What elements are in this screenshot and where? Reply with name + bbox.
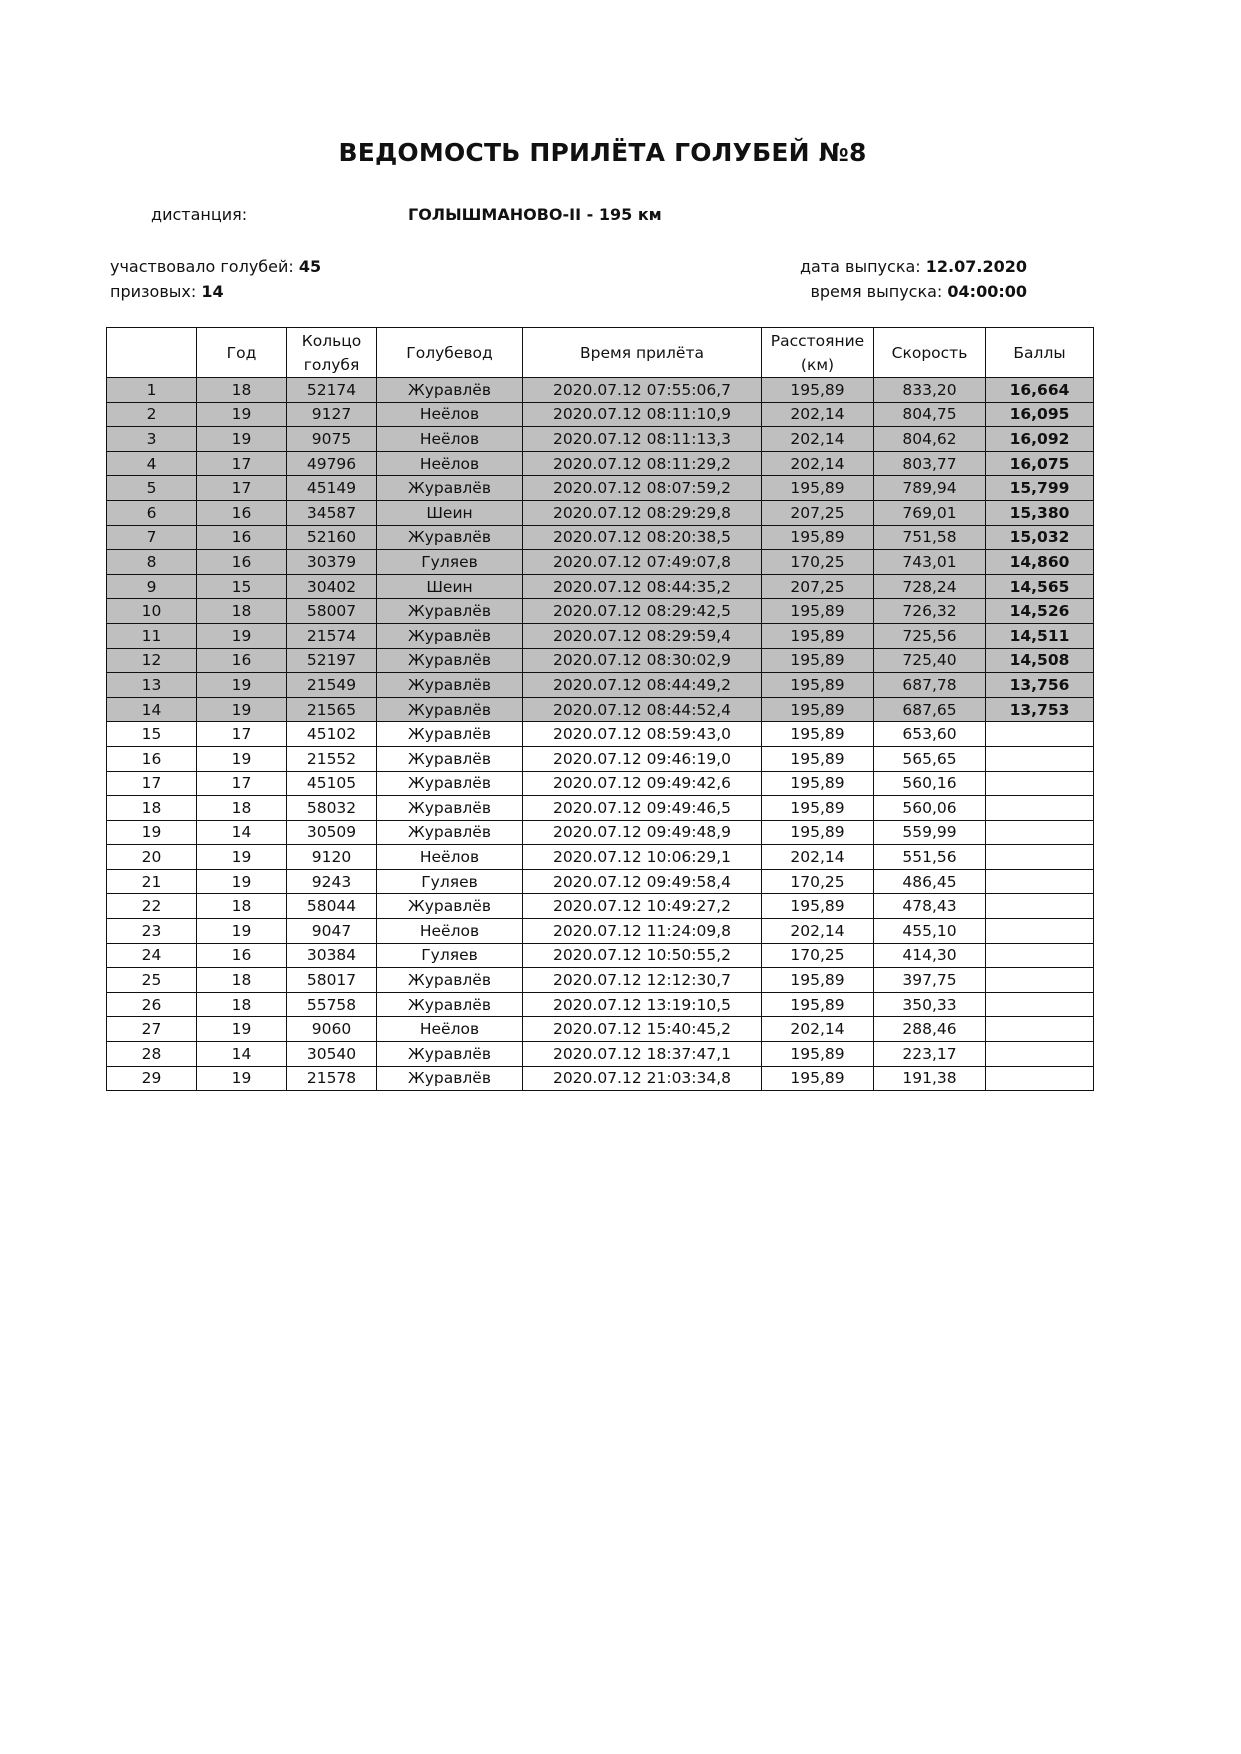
cell-arrival-time: 2020.07.12 07:55:06,7 xyxy=(523,378,762,403)
table-row xyxy=(107,796,1094,821)
cell-speed: 687,65 xyxy=(874,697,986,722)
cell-year: 19 xyxy=(197,427,287,452)
cell-points xyxy=(986,943,1094,968)
cell-distance: 202,14 xyxy=(762,919,874,944)
cell-arrival-time: 2020.07.12 08:30:02,9 xyxy=(523,648,762,673)
cell-points: 16,092 xyxy=(986,427,1094,452)
cell-number: 26 xyxy=(107,992,197,1017)
table-row xyxy=(107,968,1094,993)
cell-arrival-time: 2020.07.12 10:50:55,2 xyxy=(523,943,762,968)
table-row xyxy=(107,943,1094,968)
cell-number: 7 xyxy=(107,525,197,550)
cell-speed: 560,16 xyxy=(874,771,986,796)
cell-distance: 202,14 xyxy=(762,1017,874,1042)
cell-ring: 30379 xyxy=(287,550,377,575)
cell-distance: 195,89 xyxy=(762,648,874,673)
results-body xyxy=(107,378,1094,1091)
cell-number: 6 xyxy=(107,500,197,525)
cell-year: 17 xyxy=(197,722,287,747)
cell-points: 14,508 xyxy=(986,648,1094,673)
cell-year: 18 xyxy=(197,968,287,993)
cell-number: 11 xyxy=(107,623,197,648)
cell-arrival-time: 2020.07.12 08:29:29,8 xyxy=(523,500,762,525)
cell-speed: 743,01 xyxy=(874,550,986,575)
cell-ring: 58017 xyxy=(287,968,377,993)
cell-ring: 52174 xyxy=(287,378,377,403)
cell-breeder: Журавлёв xyxy=(377,746,523,771)
cell-breeder: Журавлёв xyxy=(377,894,523,919)
cell-breeder: Журавлёв xyxy=(377,697,523,722)
release-time xyxy=(810,282,1027,301)
participated-count xyxy=(110,257,321,276)
cell-ring: 52197 xyxy=(287,648,377,673)
cell-breeder: Журавлёв xyxy=(377,476,523,501)
cell-number: 2 xyxy=(107,402,197,427)
cell-speed: 725,40 xyxy=(874,648,986,673)
cell-year: 15 xyxy=(197,574,287,599)
cell-ring: 30402 xyxy=(287,574,377,599)
cell-year: 16 xyxy=(197,648,287,673)
table-row xyxy=(107,1042,1094,1067)
cell-points: 16,095 xyxy=(986,402,1094,427)
cell-ring: 52160 xyxy=(287,525,377,550)
cell-arrival-time: 2020.07.12 08:07:59,2 xyxy=(523,476,762,501)
cell-number: 22 xyxy=(107,894,197,919)
cell-breeder: Журавлёв xyxy=(377,673,523,698)
cell-ring: 30509 xyxy=(287,820,377,845)
cell-arrival-time: 2020.07.12 08:11:13,3 xyxy=(523,427,762,452)
cell-speed: 687,78 xyxy=(874,673,986,698)
cell-number: 9 xyxy=(107,574,197,599)
cell-breeder: Неёлов xyxy=(377,919,523,944)
cell-number: 17 xyxy=(107,771,197,796)
cell-year: 19 xyxy=(197,746,287,771)
table-row xyxy=(107,771,1094,796)
table-header-row xyxy=(107,328,1094,378)
cell-ring: 34587 xyxy=(287,500,377,525)
col-header-year: Год xyxy=(197,328,287,378)
table-row xyxy=(107,1066,1094,1091)
cell-arrival-time: 2020.07.12 08:29:42,5 xyxy=(523,599,762,624)
cell-points xyxy=(986,1066,1094,1091)
cell-distance: 195,89 xyxy=(762,599,874,624)
cell-breeder: Неёлов xyxy=(377,427,523,452)
cell-points xyxy=(986,771,1094,796)
cell-breeder: Неёлов xyxy=(377,1017,523,1042)
cell-speed: 414,30 xyxy=(874,943,986,968)
cell-year: 18 xyxy=(197,599,287,624)
cell-year: 19 xyxy=(197,869,287,894)
cell-distance: 195,89 xyxy=(762,771,874,796)
cell-number: 27 xyxy=(107,1017,197,1042)
page-title: ВЕДОМОСТЬ ПРИЛЁТА ГОЛУБЕЙ №8 xyxy=(338,138,867,167)
cell-distance: 195,89 xyxy=(762,1042,874,1067)
cell-speed: 455,10 xyxy=(874,919,986,944)
cell-arrival-time: 2020.07.12 08:44:49,2 xyxy=(523,673,762,698)
cell-year: 19 xyxy=(197,1017,287,1042)
cell-number: 13 xyxy=(107,673,197,698)
cell-breeder: Журавлёв xyxy=(377,525,523,550)
cell-speed: 726,32 xyxy=(874,599,986,624)
prize-label: призовых: xyxy=(110,282,197,301)
cell-distance: 195,89 xyxy=(762,796,874,821)
cell-ring: 21565 xyxy=(287,697,377,722)
cell-number: 29 xyxy=(107,1066,197,1091)
cell-ring: 58032 xyxy=(287,796,377,821)
cell-number: 12 xyxy=(107,648,197,673)
cell-speed: 223,17 xyxy=(874,1042,986,1067)
cell-distance: 195,89 xyxy=(762,820,874,845)
cell-distance: 170,25 xyxy=(762,943,874,968)
cell-breeder: Журавлёв xyxy=(377,771,523,796)
cell-distance: 195,89 xyxy=(762,623,874,648)
cell-breeder: Гуляев xyxy=(377,943,523,968)
distance-value: ГОЛЫШМАНОВО-II - 195 км xyxy=(408,205,662,224)
cell-arrival-time: 2020.07.12 10:06:29,1 xyxy=(523,845,762,870)
table-row xyxy=(107,623,1094,648)
cell-distance: 202,14 xyxy=(762,402,874,427)
cell-ring: 30384 xyxy=(287,943,377,968)
cell-speed: 559,99 xyxy=(874,820,986,845)
cell-distance: 195,89 xyxy=(762,746,874,771)
cell-number: 16 xyxy=(107,746,197,771)
cell-year: 17 xyxy=(197,771,287,796)
cell-ring: 9243 xyxy=(287,869,377,894)
cell-arrival-time: 2020.07.12 10:49:27,2 xyxy=(523,894,762,919)
cell-arrival-time: 2020.07.12 07:49:07,8 xyxy=(523,550,762,575)
table-row xyxy=(107,992,1094,1017)
cell-speed: 551,56 xyxy=(874,845,986,870)
cell-ring: 9127 xyxy=(287,402,377,427)
cell-points: 13,753 xyxy=(986,697,1094,722)
col-header-ring: Кольцо голубя xyxy=(287,328,377,378)
cell-ring: 21574 xyxy=(287,623,377,648)
cell-distance: 170,25 xyxy=(762,869,874,894)
cell-breeder: Неёлов xyxy=(377,402,523,427)
participated-value: 45 xyxy=(298,257,322,276)
cell-breeder: Журавлёв xyxy=(377,796,523,821)
cell-points xyxy=(986,894,1094,919)
cell-points xyxy=(986,919,1094,944)
cell-distance: 195,89 xyxy=(762,378,874,403)
cell-speed: 486,45 xyxy=(874,869,986,894)
cell-ring: 9075 xyxy=(287,427,377,452)
cell-distance: 207,25 xyxy=(762,574,874,599)
cell-points: 16,075 xyxy=(986,451,1094,476)
cell-year: 14 xyxy=(197,1042,287,1067)
cell-year: 18 xyxy=(197,378,287,403)
cell-speed: 804,62 xyxy=(874,427,986,452)
cell-breeder: Шеин xyxy=(377,500,523,525)
cell-breeder: Журавлёв xyxy=(377,992,523,1017)
cell-year: 19 xyxy=(197,402,287,427)
col-header-distance: Расстояние (км) xyxy=(762,328,874,378)
cell-points xyxy=(986,869,1094,894)
cell-speed: 397,75 xyxy=(874,968,986,993)
cell-speed: 565,65 xyxy=(874,746,986,771)
cell-arrival-time: 2020.07.12 11:24:09,8 xyxy=(523,919,762,944)
cell-arrival-time: 2020.07.12 09:49:58,4 xyxy=(523,869,762,894)
cell-breeder: Неёлов xyxy=(377,845,523,870)
cell-arrival-time: 2020.07.12 08:11:10,9 xyxy=(523,402,762,427)
cell-ring: 55758 xyxy=(287,992,377,1017)
cell-points: 14,860 xyxy=(986,550,1094,575)
cell-speed: 288,46 xyxy=(874,1017,986,1042)
cell-points: 16,664 xyxy=(986,378,1094,403)
cell-points xyxy=(986,992,1094,1017)
cell-arrival-time: 2020.07.12 21:03:34,8 xyxy=(523,1066,762,1091)
cell-arrival-time: 2020.07.12 08:29:59,4 xyxy=(523,623,762,648)
participated-label: участвовало голубей: xyxy=(110,257,294,276)
cell-distance: 195,89 xyxy=(762,673,874,698)
cell-ring: 58044 xyxy=(287,894,377,919)
cell-ring: 9120 xyxy=(287,845,377,870)
cell-number: 18 xyxy=(107,796,197,821)
cell-year: 19 xyxy=(197,845,287,870)
cell-speed: 728,24 xyxy=(874,574,986,599)
table-row xyxy=(107,525,1094,550)
cell-number: 3 xyxy=(107,427,197,452)
cell-year: 19 xyxy=(197,673,287,698)
cell-ring: 21552 xyxy=(287,746,377,771)
cell-number: 24 xyxy=(107,943,197,968)
cell-year: 17 xyxy=(197,451,287,476)
cell-points xyxy=(986,968,1094,993)
table-row xyxy=(107,550,1094,575)
cell-distance: 195,89 xyxy=(762,525,874,550)
cell-distance: 195,89 xyxy=(762,476,874,501)
col-header-arrival-time: Время прилёта xyxy=(523,328,762,378)
cell-number: 23 xyxy=(107,919,197,944)
cell-arrival-time: 2020.07.12 08:59:43,0 xyxy=(523,722,762,747)
table-row xyxy=(107,845,1094,870)
cell-number: 25 xyxy=(107,968,197,993)
cell-number: 28 xyxy=(107,1042,197,1067)
cell-breeder: Журавлёв xyxy=(377,968,523,993)
cell-speed: 804,75 xyxy=(874,402,986,427)
cell-year: 16 xyxy=(197,943,287,968)
cell-ring: 49796 xyxy=(287,451,377,476)
cell-breeder: Журавлёв xyxy=(377,1042,523,1067)
cell-breeder: Журавлёв xyxy=(377,722,523,747)
cell-arrival-time: 2020.07.12 12:12:30,7 xyxy=(523,968,762,993)
cell-arrival-time: 2020.07.12 08:11:29,2 xyxy=(523,451,762,476)
prize-value: 14 xyxy=(201,282,224,301)
cell-speed: 751,58 xyxy=(874,525,986,550)
cell-speed: 789,94 xyxy=(874,476,986,501)
cell-number: 8 xyxy=(107,550,197,575)
cell-breeder: Журавлёв xyxy=(377,623,523,648)
cell-points: 14,565 xyxy=(986,574,1094,599)
cell-speed: 725,56 xyxy=(874,623,986,648)
cell-speed: 191,38 xyxy=(874,1066,986,1091)
cell-year: 19 xyxy=(197,623,287,648)
col-header-speed: Скорость xyxy=(874,328,986,378)
cell-year: 14 xyxy=(197,820,287,845)
cell-ring: 9047 xyxy=(287,919,377,944)
table-row xyxy=(107,820,1094,845)
cell-distance: 202,14 xyxy=(762,845,874,870)
cell-speed: 653,60 xyxy=(874,722,986,747)
cell-speed: 833,20 xyxy=(874,378,986,403)
cell-points: 14,526 xyxy=(986,599,1094,624)
table-row xyxy=(107,919,1094,944)
cell-distance: 202,14 xyxy=(762,427,874,452)
release-date-label: дата выпуска: xyxy=(799,257,921,276)
table-row xyxy=(107,746,1094,771)
prize-count xyxy=(110,282,224,301)
cell-arrival-time: 2020.07.12 09:49:42,6 xyxy=(523,771,762,796)
cell-ring: 45102 xyxy=(287,722,377,747)
cell-arrival-time: 2020.07.12 09:49:48,9 xyxy=(523,820,762,845)
cell-speed: 769,01 xyxy=(874,500,986,525)
cell-distance: 195,89 xyxy=(762,1066,874,1091)
cell-arrival-time: 2020.07.12 09:46:19,0 xyxy=(523,746,762,771)
cell-speed: 803,77 xyxy=(874,451,986,476)
table-row xyxy=(107,869,1094,894)
table-row xyxy=(107,451,1094,476)
cell-year: 16 xyxy=(197,525,287,550)
cell-year: 18 xyxy=(197,992,287,1017)
cell-distance: 195,89 xyxy=(762,697,874,722)
distance-label: дистанция: xyxy=(151,205,248,224)
cell-number: 1 xyxy=(107,378,197,403)
cell-points xyxy=(986,796,1094,821)
cell-points: 15,380 xyxy=(986,500,1094,525)
cell-ring: 45149 xyxy=(287,476,377,501)
table-row xyxy=(107,476,1094,501)
cell-arrival-time: 2020.07.12 08:20:38,5 xyxy=(523,525,762,550)
table-row xyxy=(107,402,1094,427)
cell-points: 15,032 xyxy=(986,525,1094,550)
release-date xyxy=(800,257,1027,276)
cell-points: 14,511 xyxy=(986,623,1094,648)
cell-arrival-time: 2020.07.12 09:49:46,5 xyxy=(523,796,762,821)
cell-distance: 170,25 xyxy=(762,550,874,575)
cell-breeder: Гуляев xyxy=(377,869,523,894)
cell-ring: 30540 xyxy=(287,1042,377,1067)
cell-breeder: Журавлёв xyxy=(377,820,523,845)
col-header-points: Баллы xyxy=(986,328,1094,378)
cell-ring: 45105 xyxy=(287,771,377,796)
cell-number: 19 xyxy=(107,820,197,845)
cell-number: 10 xyxy=(107,599,197,624)
cell-points xyxy=(986,722,1094,747)
release-time-label: время выпуска: xyxy=(810,282,943,301)
table-row xyxy=(107,574,1094,599)
col-header-number xyxy=(107,328,197,378)
cell-distance: 195,89 xyxy=(762,894,874,919)
cell-year: 19 xyxy=(197,1066,287,1091)
cell-year: 18 xyxy=(197,894,287,919)
table-row xyxy=(107,1017,1094,1042)
table-row xyxy=(107,673,1094,698)
table-row xyxy=(107,500,1094,525)
cell-points: 15,799 xyxy=(986,476,1094,501)
col-header-breeder: Голубевод xyxy=(377,328,523,378)
cell-breeder: Журавлёв xyxy=(377,378,523,403)
cell-year: 16 xyxy=(197,500,287,525)
table-row xyxy=(107,697,1094,722)
results-table xyxy=(106,327,1094,1091)
table-row xyxy=(107,894,1094,919)
cell-speed: 350,33 xyxy=(874,992,986,1017)
table-row xyxy=(107,427,1094,452)
cell-arrival-time: 2020.07.12 13:19:10,5 xyxy=(523,992,762,1017)
cell-points xyxy=(986,845,1094,870)
cell-points: 13,756 xyxy=(986,673,1094,698)
cell-year: 19 xyxy=(197,919,287,944)
cell-year: 17 xyxy=(197,476,287,501)
cell-breeder: Гуляев xyxy=(377,550,523,575)
cell-arrival-time: 2020.07.12 08:44:35,2 xyxy=(523,574,762,599)
cell-number: 21 xyxy=(107,869,197,894)
cell-ring: 21578 xyxy=(287,1066,377,1091)
cell-number: 4 xyxy=(107,451,197,476)
cell-breeder: Шеин xyxy=(377,574,523,599)
cell-breeder: Журавлёв xyxy=(377,648,523,673)
cell-points xyxy=(986,820,1094,845)
table-row xyxy=(107,378,1094,403)
cell-breeder: Журавлёв xyxy=(377,1066,523,1091)
cell-distance: 207,25 xyxy=(762,500,874,525)
table-row xyxy=(107,648,1094,673)
cell-year: 19 xyxy=(197,697,287,722)
cell-distance: 195,89 xyxy=(762,992,874,1017)
cell-speed: 478,43 xyxy=(874,894,986,919)
cell-number: 15 xyxy=(107,722,197,747)
cell-breeder: Журавлёв xyxy=(377,599,523,624)
cell-number: 5 xyxy=(107,476,197,501)
cell-distance: 195,89 xyxy=(762,968,874,993)
cell-arrival-time: 2020.07.12 15:40:45,2 xyxy=(523,1017,762,1042)
cell-ring: 9060 xyxy=(287,1017,377,1042)
cell-ring: 58007 xyxy=(287,599,377,624)
cell-speed: 560,06 xyxy=(874,796,986,821)
release-date-value: 12.07.2020 xyxy=(925,257,1027,276)
cell-ring: 21549 xyxy=(287,673,377,698)
table-row xyxy=(107,599,1094,624)
cell-distance: 195,89 xyxy=(762,722,874,747)
table-row xyxy=(107,722,1094,747)
cell-distance: 202,14 xyxy=(762,451,874,476)
cell-year: 16 xyxy=(197,550,287,575)
cell-arrival-time: 2020.07.12 08:44:52,4 xyxy=(523,697,762,722)
cell-points xyxy=(986,746,1094,771)
cell-number: 14 xyxy=(107,697,197,722)
cell-points xyxy=(986,1042,1094,1067)
cell-year: 18 xyxy=(197,796,287,821)
cell-number: 20 xyxy=(107,845,197,870)
cell-points xyxy=(986,1017,1094,1042)
release-time-value: 04:00:00 xyxy=(947,282,1027,301)
cell-arrival-time: 2020.07.12 18:37:47,1 xyxy=(523,1042,762,1067)
cell-breeder: Неёлов xyxy=(377,451,523,476)
